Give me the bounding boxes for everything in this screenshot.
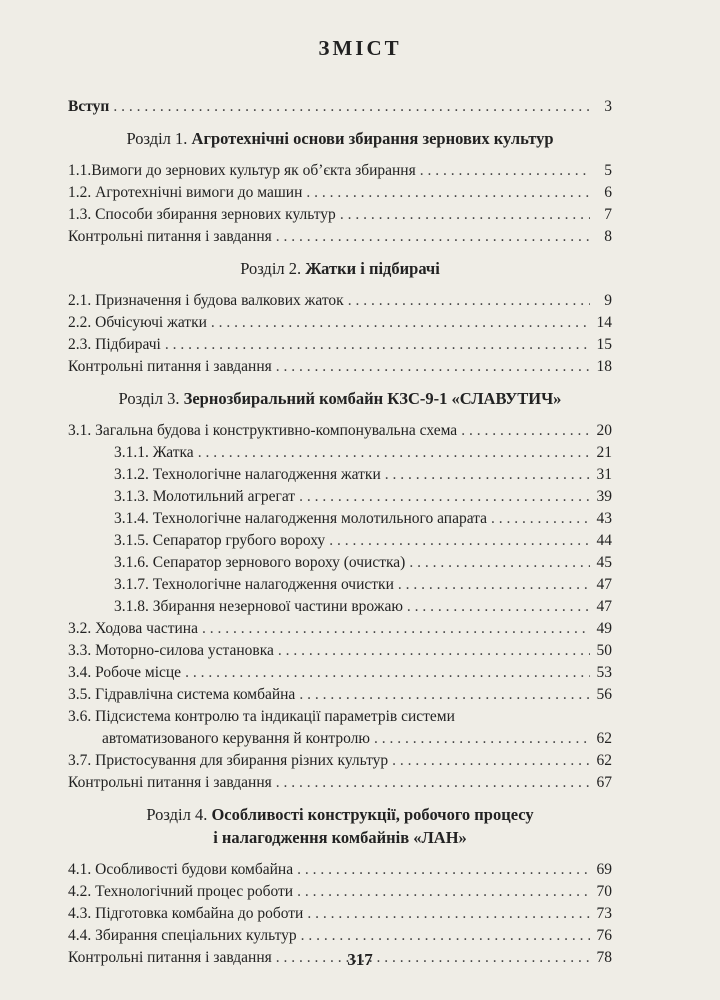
page-number: 317 (347, 950, 373, 969)
toc-entry-page: 39 (596, 488, 612, 505)
toc-entry[interactable] (68, 859, 612, 881)
toc-entry-label: 3.1.7. Технологічне налагодження очистки (114, 576, 394, 593)
leader-dots (340, 204, 590, 226)
toc-entry[interactable] (68, 728, 612, 750)
toc-entry-label: автоматизованого керування й контролю (102, 730, 370, 747)
toc-entry[interactable] (68, 356, 612, 378)
toc-entry[interactable] (68, 618, 612, 640)
leader-dots (374, 728, 590, 750)
section-heading (68, 127, 612, 150)
toc-entry-page: 47 (596, 576, 612, 593)
toc-entry-label: 1.2. Агротехнічні вимоги до машин (68, 184, 303, 201)
leader-dots (398, 574, 590, 596)
leader-dots (392, 750, 590, 772)
leader-dots (202, 618, 590, 640)
section-heading (68, 257, 612, 280)
toc-entry-label: 3.1.4. Технологічне налагодження молотильного апарата (114, 510, 488, 527)
toc-entry-label: 3.5. Гідравлічна система комбайна (68, 686, 296, 703)
leader-dots (165, 334, 590, 356)
toc-entry[interactable] (68, 182, 612, 204)
leader-dots (198, 442, 590, 464)
toc-entry-intro[interactable] (68, 96, 612, 118)
toc-entry-label: 3.6. Підсистема контролю та індикації параметрів системи (68, 708, 455, 725)
toc-entry-page: 50 (596, 642, 612, 659)
section-prefix: Розділ 3. (118, 389, 180, 408)
toc-entry[interactable] (68, 290, 612, 312)
toc-entry-page: 56 (596, 686, 612, 703)
toc-entry[interactable] (68, 464, 612, 486)
leader-dots (407, 596, 590, 618)
section-title: і налагодження комбайнів «ЛАН» (213, 828, 467, 847)
toc-entry[interactable] (68, 750, 612, 772)
toc-entry-page: 70 (596, 883, 612, 900)
toc-entry[interactable] (68, 596, 612, 618)
section-prefix: Розділ 1. (126, 129, 188, 148)
toc-entry[interactable] (68, 312, 612, 334)
toc-entry[interactable] (68, 530, 612, 552)
leader-dots (348, 290, 590, 312)
toc-entry-page: 15 (596, 336, 612, 353)
toc-entry[interactable] (68, 552, 612, 574)
toc-entry[interactable] (68, 662, 612, 684)
toc-entry-label: 3.1.3. Молотильний агрегат (114, 488, 296, 505)
toc-entry[interactable] (68, 903, 612, 925)
leader-dots (306, 182, 590, 204)
toc-entry-page: 49 (596, 620, 612, 637)
leader-dots (299, 486, 590, 508)
toc-entry-page: 53 (596, 664, 612, 681)
section-heading (68, 803, 612, 849)
toc-entry-label: 1.3. Способи збирання зернових культур (68, 206, 336, 223)
leader-dots (113, 96, 590, 118)
toc-entry-label: 3.4. Робоче місце (68, 664, 182, 681)
section-heading (68, 387, 612, 410)
leader-dots (276, 772, 590, 794)
toc-entry[interactable] (68, 772, 612, 794)
leader-dots (299, 684, 590, 706)
toc-entry-page: 73 (596, 905, 612, 922)
toc-entry[interactable] (68, 574, 612, 596)
toc-entry-page: 44 (596, 532, 612, 549)
toc-entry-label: 3.3. Моторно-силова установка (68, 642, 274, 659)
toc-entry-label: 1.1.Вимоги до зернових культур як об’єкта збирання (68, 162, 416, 179)
toc-entry[interactable] (68, 486, 612, 508)
toc-entry-page: 43 (596, 510, 612, 527)
toc-entry[interactable] (68, 226, 612, 248)
toc-entry[interactable] (68, 204, 612, 226)
toc-entry-page: 20 (596, 422, 612, 439)
toc-entry-page: 7 (604, 206, 612, 223)
leader-dots (307, 903, 590, 925)
toc-entry-label: Контрольні питання і завдання (68, 228, 272, 245)
toc-entry-label: 3.1.6. Сепаратор зернового вороху (очистка) (114, 554, 406, 571)
toc-entry-label: 4.1. Особливості будови комбайна (68, 861, 294, 878)
toc-entry[interactable] (68, 160, 612, 182)
leader-dots (278, 640, 590, 662)
leader-dots (491, 508, 590, 530)
toc-entry[interactable] (68, 420, 612, 442)
toc-entry-page: 45 (596, 554, 612, 571)
leader-dots (297, 881, 590, 903)
toc-entry-label: 4.2. Технологічний процес роботи (68, 883, 294, 900)
leader-dots (211, 312, 590, 334)
toc-entry-page: 18 (596, 358, 612, 375)
toc-entry[interactable] (68, 706, 612, 728)
toc-entry-page: 31 (596, 466, 612, 483)
leader-dots (409, 552, 590, 574)
toc-entry[interactable] (68, 334, 612, 356)
toc-entry-page: 14 (596, 314, 612, 331)
toc-entry-label: 3.1.1. Жатка (114, 444, 194, 461)
toc-entry-label: Контрольні питання і завдання (68, 774, 272, 791)
toc-entry-page: 9 (604, 292, 612, 309)
section-prefix: Розділ 2. (240, 259, 302, 278)
toc-entry-page: 62 (596, 730, 612, 747)
table-of-contents (68, 96, 612, 969)
leader-dots (461, 420, 590, 442)
leader-dots (276, 226, 590, 248)
toc-entry-page: 21 (596, 444, 612, 461)
section-title: Жатки і підбирачі (305, 259, 440, 278)
toc-entry-label: 3.2. Ходова частина (68, 620, 198, 637)
leader-dots (276, 356, 590, 378)
toc-entry-label: 3.1.2. Технологічне налагодження жатки (114, 466, 381, 483)
toc-entry-page: 6 (604, 184, 612, 201)
leader-dots (297, 859, 590, 881)
toc-entry-label: 3.1.5. Сепаратор грубого вороху (114, 532, 326, 549)
toc-entry-label: Вступ (68, 98, 110, 115)
section-title: Агротехнічні основи збирання зернових культур (191, 129, 554, 148)
leader-dots (329, 530, 590, 552)
page-title: ЗМІСТ (318, 36, 402, 60)
leader-dots (385, 464, 590, 486)
toc-entry-page: 62 (596, 752, 612, 769)
toc-entry-label: 2.1. Призначення і будова валкових жаток (68, 292, 344, 309)
toc-entry[interactable] (68, 881, 612, 903)
toc-entry-label: 3.7. Пристосування для збирання різних культур (68, 752, 389, 769)
toc-entry[interactable] (68, 925, 612, 947)
section-title: Зернозбиральний комбайн КЗС-9-1 «СЛАВУТИЧ» (183, 389, 562, 408)
toc-entry-page: 67 (596, 774, 612, 791)
toc-entry-label: Контрольні питання і завдання (68, 358, 272, 375)
toc-entry-label: 2.2. Обчісуючі жатки (68, 314, 207, 331)
toc-entry-page: 78 (596, 949, 612, 966)
section-title: Особливості конструкції, робочого процесу (211, 805, 534, 824)
toc-entry-page: 69 (596, 861, 612, 878)
toc-entry[interactable] (68, 640, 612, 662)
toc-entry-page: 5 (604, 162, 612, 179)
toc-entry-page: 47 (596, 598, 612, 615)
leader-dots (301, 925, 590, 947)
toc-entry-page: 3 (604, 98, 612, 115)
leader-dots (420, 160, 590, 182)
toc-entry-label: 2.3. Підбирачі (68, 336, 161, 353)
toc-entry[interactable] (68, 442, 612, 464)
toc-entry[interactable] (68, 508, 612, 530)
toc-entry-label: 3.1. Загальна будова і конструктивно-компонувальна схема (68, 422, 458, 439)
toc-entry-page: 76 (596, 927, 612, 944)
toc-entry-label: 4.3. Підготовка комбайна до роботи (68, 905, 304, 922)
toc-entry-label: Контрольні питання і завдання (68, 949, 272, 966)
toc-entry-label: 4.4. Збирання спеціальних культур (68, 927, 297, 944)
section-prefix: Розділ 4. (146, 805, 208, 824)
toc-entry-page: 8 (604, 228, 612, 245)
toc-entry-label: 3.1.8. Збирання незернової частини врожаю (114, 598, 403, 615)
toc-entry[interactable] (68, 684, 612, 706)
leader-dots (185, 662, 590, 684)
